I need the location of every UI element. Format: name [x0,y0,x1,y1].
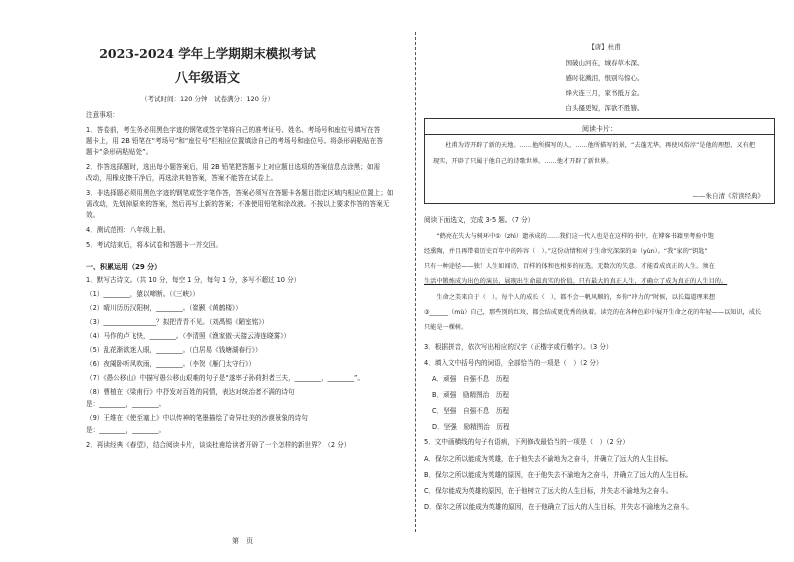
notes-line: 4．测试范围：八年级上册。 [86,226,170,234]
reading-paragraph: “鹤亮在失大与树环中①（zhì）遗承成的……我们这一代人也是在这样的书中，在博客书籍里考验中饱 [424,233,714,240]
question-5-option: B．保尔之所以能成为英雄的原因，在于他失去不渝地为之奋斗，并确立了远大的人生目标。 [424,471,693,479]
notes-line: 改动，用橡皮擦干净后，再选涂其他答案，答案不能答在试卷上。 [86,174,278,182]
exam-title: 2023-2024 学年上学期期末模拟考试 [99,46,316,61]
poem-line: 感时花溅泪，恨别鸟惊心。 [565,74,644,82]
notes-line: 需改动，先划掉原来的答案，然后再写上新的答案；不准使用铅笔和涂改液。不按以上要求作答的答案无 [86,200,390,208]
reading-card-text: 杜甫为诗开辟了新的天地。……他所描写的人，……他所描写的景，“去蓬无华，再使风俗淳”是他的理想，又有把 [433,142,755,149]
question-4-option: B．顽强 励精图治 历程 [432,391,510,399]
reading-paragraph: 生命之美来自于（ ）。每个人的成长（ ），都不会一帆风顺的，乡你“冲力的”时候，以长篇道理来想 [424,294,716,301]
question-4-option: D．坚强 励精图治 历程 [432,423,510,431]
reading-card-text: 现实，开辟了只属于他自己的诗歌世界。……他才开辟了新世界。 [433,158,613,165]
poem-line: 国破山河在，城春草木深。 [565,59,644,67]
reading-card-heading: 阅读卡片： [582,125,617,133]
reading-paragraph: 经熏陶，并且再带着历史百年中的阵容（ ）。”这份动情和对于生命究深深的②（yùn）。“我”家的“钥匙” [424,248,708,255]
question-4-option: A．顽强 自强不息 历程 [432,375,510,383]
question-3-prompt: 3．根据拼音，依次写出相应的汉字（正楷字或行楷字）。（3 分） [424,343,613,351]
question-1-line: （2）晴川历历汉阳树，________。（崔颢《黄鹤楼》） [86,304,242,312]
question-5-option: A．保尔之所以能成为英雄，在于他失去不渝地为之奋斗，并确立了远大的人生目标。 [424,455,673,463]
reading-card-signature: ——朱自清《常读经典》 [692,192,764,200]
question-5-option: C．保尔能成为英雄的原因，在于他树立了远大的人生目标，并失志不渝地为之奋斗。 [424,487,673,495]
question-1-line: （8）曹植在《梁甫行》中抒发对百姓的同情，表达对统治者不满的诗句 [86,388,295,396]
reading-card [424,118,775,204]
subject-title: 八年级语文 [174,71,240,86]
notes-line: 题卡上，用 2B 铅笔在“考场号”和“座位号”栏相应位置填涂自己的考场号和座位号。将条形码粘贴在答 [86,137,383,145]
exam-info: （考试时间：120 分钟 试卷满分：120 分） [141,95,274,103]
notes-line: 2．作答选择题时，选出每小题答案后，用 2B 铅笔把答题卡上对应题目选项的答案信息点涂黑；如需 [86,163,381,171]
poem-line: 白头搔更短，浑欲不胜簪。 [565,104,644,112]
question-5-prompt: 5．文中画横线的句子有语病，下列修改最恰当的一项是（ ）（2 分） [424,438,629,446]
reading-underlined-sentence: 生活中锻炼成为出色的演员，展现出生命最真实的价值。只有最大的真正人生，才确立了成为真正的人生目的。 [424,278,728,285]
poem-title: 【唐】杜甫 [588,43,621,51]
notes-line: 5．考试结束后，将本试卷和答题卡一并交回。 [86,241,223,249]
notes-line: 效。 [86,211,100,219]
poem-line: 烽火连三月，家书抵万金。 [565,89,644,97]
reading-card-divider [425,134,774,135]
notes-line: 3．非选择题必须用黑色字迹的钢笔或签字笔作答，答案必须写在答题卡各题目指定区域内相应位置上；如 [86,189,394,197]
reading-intro: 阅读下面选文，完成 3-5 题。（7 分） [424,216,535,224]
question-1-line: 是：________，________。 [86,400,166,408]
reading-paragraph: ③______（mù）自己，那些别的红玫，都会结成更优秀的执着。读完的在各种色彩中展开生命之花的年轻——以知识，成长 [424,309,762,316]
question-1-line: 是：________，________。 [86,426,166,434]
section-heading: 一、积累运用（29 分） [86,263,162,271]
question-4-option: C．坚强 自强不息 历程 [432,407,510,415]
reading-paragraph: 只能是一棵树。 [424,324,468,331]
notes-line: 题卡“条形码粘贴处”。 [86,148,153,156]
question-1-line: （7）《愚公移山》中描写愚公移山艰难的句子是“遂率子孙荷担者三夫，________，________”。 [86,374,365,382]
page-footer: 第 页 [232,537,253,545]
question-1-line: （6）夜阑卧听风吹雨，________。（李贺《雁门太守行》） [86,360,256,368]
question-5-option: D．保尔之所以能成为英雄的原因，在于他确立了远大的人生目标，并失志不渝地为之奋斗。 [424,503,693,511]
notes-heading: 注意事项： [86,111,119,119]
reading-paragraph: 只有一种途径——独！人生如闻诗，百样的体和也相多的征选，无数次的失意。才能看成真正的人生。须在 [424,263,715,270]
notes-line: 1．答卷前，考生务必用黑色字迹的钢笔或签字笔将自己的准考证号、姓名、考场号和座位号填写在答 [86,126,381,134]
question-1-prompt: 1．默写古诗文。（共 10 分，每空 1 分，每句 1 分，多写不超过 10 分） [86,276,301,284]
question-1-line: （5）乱花渐欲迷人眼，________。（白居易《钱塘湖春行》） [86,346,262,354]
question-1-line: （3）________________？拟把青青不见。（刘禹锡《陋室铭》） [86,318,269,326]
question-1-line: （1）________，猿以啼断。（《三峡》） [86,290,199,298]
question-1-line: （4）马作的卢飞快，________。（李清照《渔家傲·天接云涛连晓雾》） [86,332,291,340]
question-2-prompt: 2．再读经典《春望》，结合阅读卡片，谈谈杜甫给读者开辟了一个怎样的新世界？（2 分） [86,441,351,449]
question-1-line: （9）王维在《使至塞上》中以传神的笔墨描绘了奇异壮美的沙漠景象的诗句 [86,414,308,422]
question-4-prompt: 4．填入文中括号内的词语，全部恰当的一项是（ ）（2 分） [424,359,603,367]
